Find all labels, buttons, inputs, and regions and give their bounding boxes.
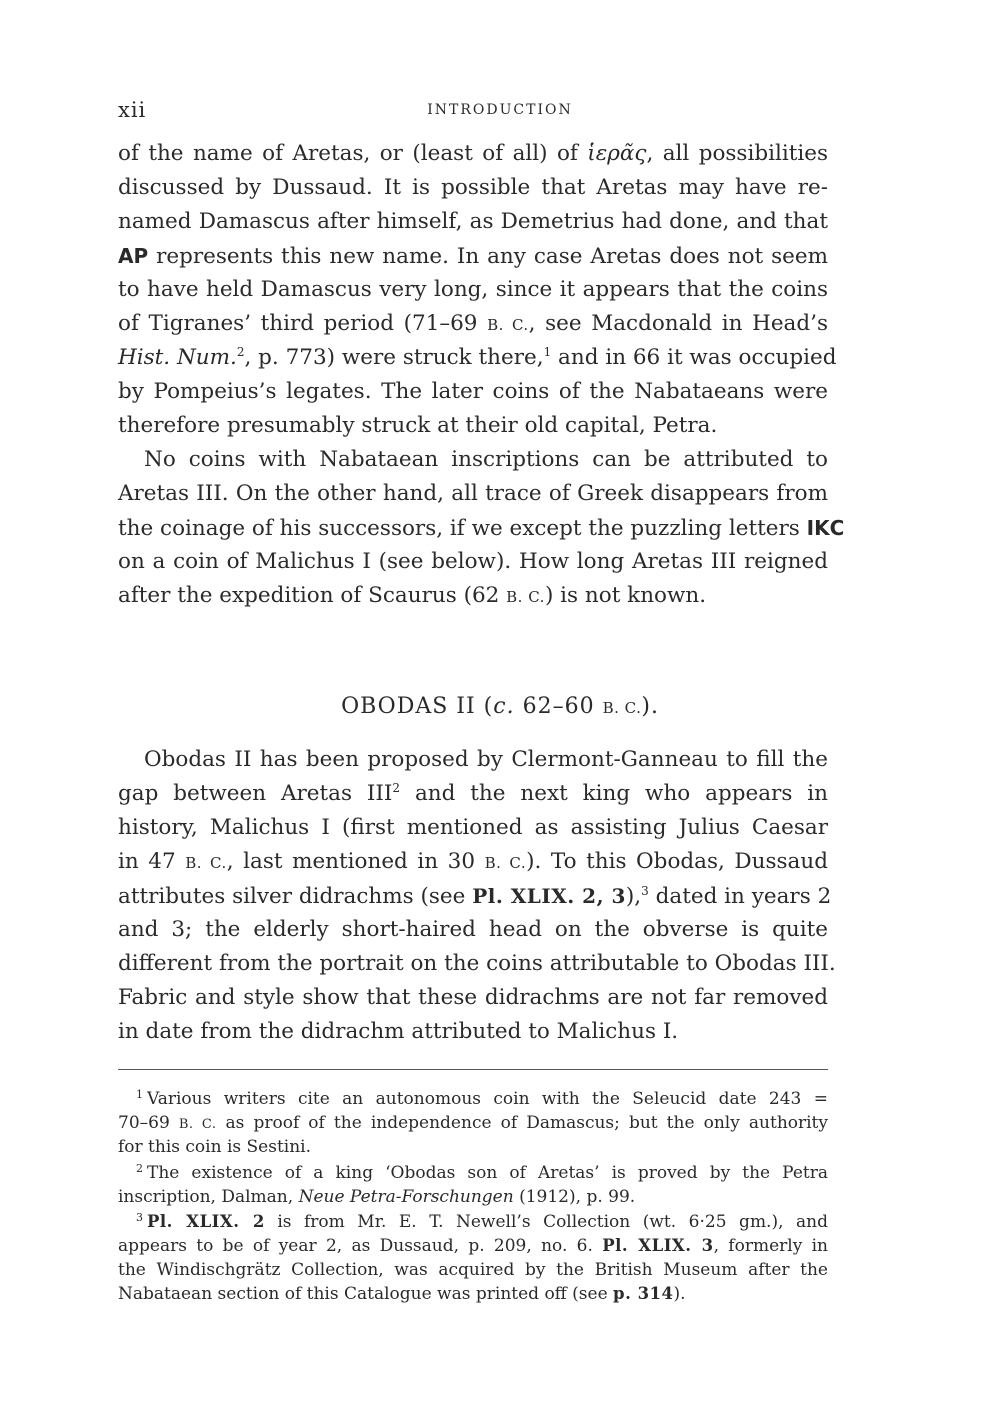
running-title: INTRODUCTION [427, 102, 573, 118]
text-span: represents this new name. In any case Aretas does not seem [148, 244, 828, 269]
paragraph-1-line-7 [118, 343, 837, 373]
paragraph-3-line-8: Fabric and style show that these didrachms are not far removed [118, 985, 828, 1010]
footnote-ref-1: 1 [543, 345, 552, 359]
text-span: of Tigranes’ third period (71–69 [118, 311, 488, 336]
footnote-3-line-2 [118, 1234, 828, 1258]
footnote-3-line-3: the Windischgrätz Collection, was acquired by the British Museum after the [118, 1260, 828, 1280]
text-span: , p. 773) were struck there, [244, 345, 544, 370]
era-abbreviation: B. C. [178, 1117, 217, 1132]
footnote-1-line-2 [118, 1111, 828, 1137]
text-span: and the next king who appears in [400, 781, 828, 806]
text-span: ). [673, 1284, 686, 1304]
paragraph-3-line-1 [118, 745, 828, 775]
era-abbreviation: B. C. [484, 854, 527, 872]
footnote-ref-3: 3 [641, 884, 649, 898]
book-title: Neue Petra-Forschungen [298, 1187, 514, 1207]
era-abbreviation: B. C. [602, 699, 642, 717]
text-span: as proof of the independence of Damascus; but the only authority [216, 1113, 828, 1133]
text-span: Nabataean section of this Catalogue was printed off (see [118, 1284, 614, 1304]
paragraph-2-line-3 [118, 513, 845, 544]
footnote-3-line-4 [118, 1282, 828, 1306]
paragraph-3-line-3: history, Malichus I (first mentioned as assisting Julius Caesar [118, 815, 828, 840]
greek-letters-ikc: ΙΚC [806, 516, 845, 540]
text-span: dated in years 2 [648, 884, 832, 909]
text-span: , formerly in [713, 1236, 828, 1256]
plate-reference: Pl. XLIX. 2, 3 [472, 884, 626, 908]
paragraph-3-line-4 [118, 847, 828, 878]
footnote-number: 3 [136, 1211, 143, 1224]
paragraph-1-line-6 [118, 309, 828, 340]
footnote-ref-2: 2 [392, 781, 401, 795]
edition-superscript: 2 [236, 345, 245, 359]
heading-dates: 62–60 [514, 694, 603, 719]
paragraph-1-line-2: discussed by Dussaud. It is possible that Aretas may have re- [118, 175, 828, 200]
paragraph-3-line-5 [118, 881, 832, 912]
paragraph-1-line-3: named Damascus after himself, as Demetrius had done, and that [118, 209, 828, 234]
text-span: inscription, Dalman, [118, 1187, 299, 1207]
text-span: of the name of Aretas, or (least of all) of [118, 141, 588, 166]
paragraph-1-line-9: therefore presumably struck at their old capital, Petra. [118, 413, 718, 438]
footnote-2-line-2 [118, 1185, 828, 1209]
text-span: gap between Aretas III [118, 781, 393, 806]
heading-text: ). [641, 694, 659, 719]
text-span: , see Macdonald in Head’s [528, 311, 828, 336]
paragraph-1-line-8: by Pompeius’s legates. The later coins of the Nabataeans were [118, 379, 828, 404]
greek-letters-ap: ΑΡ [118, 244, 149, 268]
book-title: Hist. Num. [118, 345, 237, 370]
text-span: (1912), p. 99. [513, 1187, 636, 1207]
paragraph-1-line-5: to have held Damascus very long, since it appears that the coins [118, 277, 828, 302]
paragraph-2-line-1 [118, 445, 828, 475]
era-abbreviation: B. C. [487, 316, 529, 334]
circa-abbreviation: c. [493, 694, 515, 719]
footnote-number: 2 [136, 1162, 143, 1175]
text-span: ), [625, 884, 642, 909]
text-span: attributes silver didrachms (see [118, 884, 473, 909]
text-span: 70–69 [118, 1113, 179, 1133]
page-number: xii [118, 98, 147, 122]
text-span: , all possibilities [646, 141, 829, 166]
text-span: , last mentioned in 30 [226, 849, 485, 874]
footnote-1-line-1 [118, 1087, 828, 1111]
text-span: ). To this Obodas, Dussaud [526, 849, 828, 874]
paragraph-1-line-4 [118, 241, 828, 272]
paragraph-1-line-1 [118, 139, 828, 169]
text-span: the coinage of his successors, if we except the puzzling letters [118, 516, 807, 541]
text-span: appears to be of year 2, as Dussaud, p. 209, no. 6. [118, 1236, 603, 1256]
text-span: The existence of a king ‘Obodas son of Aretas’ is proved by the Petra [147, 1163, 828, 1183]
footnote-3-line-1 [118, 1210, 828, 1234]
paragraph-3-line-2 [118, 779, 828, 809]
paragraph-3-line-6: and 3; the elderly short-haired head on the obverse is quite [118, 917, 828, 942]
era-abbreviation: B. C. [185, 854, 227, 872]
text-span: Various writers cite an autonomous coin with the Seleucid date 243 = [147, 1089, 828, 1109]
text-span: Obodas II has been proposed by Clermont-Ganneau to fill the [144, 747, 828, 772]
text-span: No coins with Nabataean inscriptions can be attributed to [144, 447, 828, 472]
text-span: is from Mr. E. T. Newell’s Collection (wt. 6·25 gm.), and [264, 1212, 828, 1232]
greek-word: ἱερᾶς [587, 141, 647, 166]
paragraph-3-line-9: in date from the didrachm attributed to Malichus I. [118, 1019, 679, 1044]
page-reference: p. 314 [613, 1284, 674, 1303]
footnote-1-line-3: for this coin is Sestini. [118, 1137, 312, 1157]
text-span: ) is not known. [544, 583, 707, 608]
plate-reference: Pl. XLIX. 3 [602, 1236, 714, 1255]
footnote-2-line-1 [118, 1161, 828, 1185]
paragraph-2-line-5 [118, 581, 828, 612]
paragraph-3-line-7: different from the portrait on the coins attributable to Obodas III. [118, 951, 836, 976]
footnote-number: 1 [136, 1088, 143, 1101]
heading-text: OBODAS II ( [341, 694, 494, 719]
paragraph-2-line-2: Aretas III. On the other hand, all trace of Greek disappears from [118, 481, 828, 506]
text-span: after the expedition of Scaurus (62 [118, 583, 507, 608]
footnote-divider [118, 1069, 828, 1070]
plate-reference: Pl. XLIX. 2 [147, 1212, 265, 1231]
text-span: and in 66 it was occupied [551, 345, 837, 370]
era-abbreviation: B. C. [506, 588, 545, 606]
text-span: in 47 [118, 849, 186, 874]
section-heading [0, 694, 1000, 719]
paragraph-2-line-4: on a coin of Malichus I (see below). How long Aretas III reigned [118, 549, 828, 574]
